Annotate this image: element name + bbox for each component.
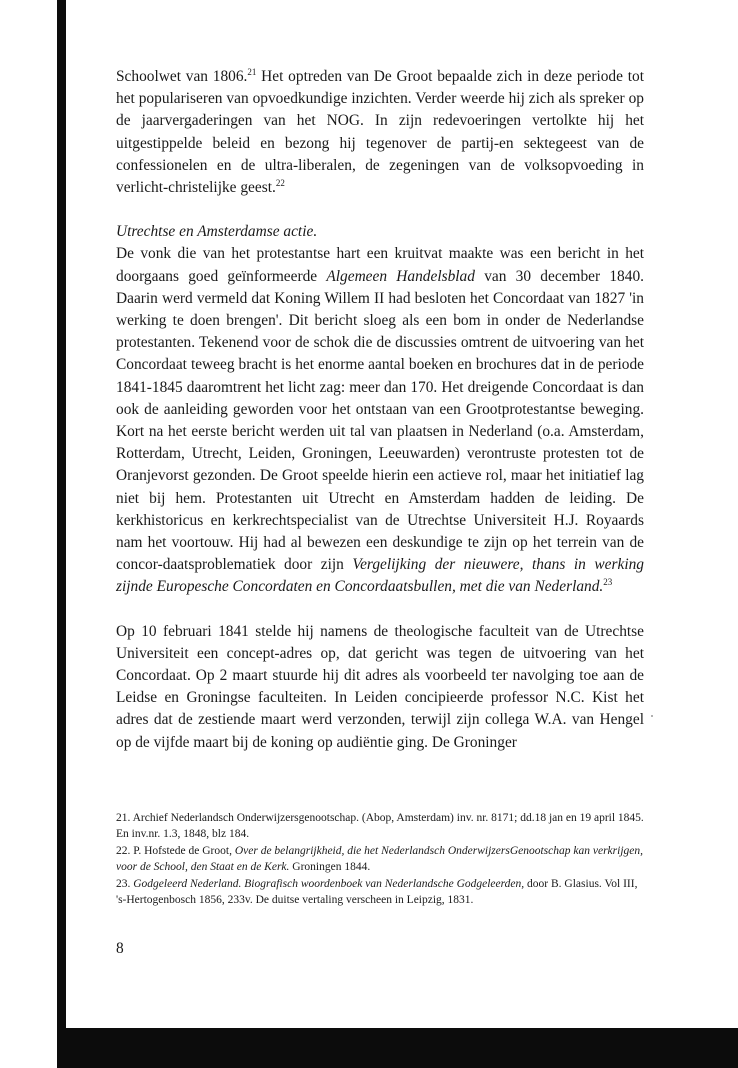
page-body [116, 66, 644, 754]
paragraph-text: van 30 december 1840. Daarin werd vermeld dat Koning Willem II had besloten het Concordaat van 1827 'in werking te doen brengen'. Dit bericht sloeg als een bom in onder de Nederlandse protestanten. Tekenend voor de schok die de discussies omtrent de uitvoering van het Concordaat teweeg bracht is het enorme aantal boeken en brochures dat in de periode 1841-1845 daaromtrent het licht zag: meer dan 170. Het dreigende Concordaat is dan ook de aanleiding geworden voor het ontstaan van een Grootprotestantse beweging. Kort na het eerste bericht werden uit tal van plaatsen in Nederland (o.a. Amsterdam, Rotterdam, Utrecht, Leiden, Groningen, Leeuwarden) verontruste protesten tot de Oranjevorst gezonden. De Groot speelde hierin een actieve rol, maar het initiatief lag niet bij hem. Protestanten uit Utrecht en Amsterdam hadden de leiding. De kerkhistoricus en kerkrechtspecialist van de Utrechtse Universiteit H.J. Royaards nam het voortouw. Hij had al bewezen een deskundige te zijn op het terrein van de concor-daatsproblematiek door zijn [116, 267, 644, 574]
footnotes [116, 810, 644, 908]
footnote-23 [116, 876, 644, 909]
footnote-title: Over de belangrijkheid, die het Nederlandsch OnderwijzersGenootschap kan verkrijgen, voor de School, den Staat en de Kerk. [116, 844, 643, 874]
scan-border-left [57, 0, 66, 1045]
footnote-ref-23: 23 [603, 577, 613, 588]
footnote-text: Groningen 1844. [289, 861, 371, 874]
footnote-ref-21: 21 [247, 67, 257, 77]
paragraph-text: Het optreden van De Groot bepaalde zich in deze periode tot het populariseren van opvoedkundige inzichten. Verder weerde hij zich als spreker op de jaarvergaderingen van het NOG. In zijn redevoeringen vertolkte hij het uitgestippelde beleid en bezong hij tegenover de partij-en sektegeest van de confessionelen en de ultra-liberalen, de zegeningen van de volksopvoeding in verlicht-christelijke geest. [116, 68, 644, 197]
footnote-title: Godgeleerd Nederland. Biografisch woordenboek van Nederlandsche Godgeleerden, [133, 877, 525, 890]
scan-border-bottom [57, 1028, 738, 1068]
scan-speck [651, 715, 653, 717]
footnote-ref-22: 22 [275, 178, 285, 189]
paragraph-concept-adres: Op 10 februari 1841 stelde hij namens de theologische faculteit van de Utrechtse Universiteit een concept-adres op, dat gericht was tegen de uitvoering van het Concordaat. Op 2 maart stuurde hij dit adres als voorbeeld ter navolging toe aan de Leidse en Groningse faculteiten. In Leiden concipieerde professor N.C. Kist het adres dat de zestiende maart werd verzonden, terwijl zijn collega W.A. van Hengel op de vijfde maart bij de koning op audiëntie ging. De Groninger [116, 622, 644, 751]
footnote-21: 21. Archief Nederlandsch Onderwijzersgenootschap. (Abop, Amsterdam) inv. nr. 8171; dd.18 jan en 19 april 1845. En inv.nr. 1.3, 1848, blz 184. [116, 812, 644, 841]
paragraph-text: Schoolwet van 1806. [116, 68, 248, 85]
footnote-text: door B. Glasius. Vol III, 's-Hertogenbosch 1856, 233v. De duitse vertaling verscheen in Leipzig, 1831. [116, 877, 638, 907]
paragraph-schoolwet [116, 66, 644, 199]
paragraph-text: De vonk die van het protestantse hart een kruitvat maakte was een bericht in het doorgaans goed geïnformeerde [116, 245, 644, 285]
newspaper-title: Algemeen Handelsblad [326, 267, 475, 285]
footnote-text: 23. [116, 877, 134, 890]
paragraph-gap [116, 599, 644, 621]
footnote-text: 22. P. Hofstede de Groot, [116, 844, 235, 857]
page-number: 8 [116, 940, 124, 957]
book-title: Vergelijking der nieuwere, thans in werking zijnde Europesche Concordaten en Concordaatsbullen, met die van Nederland. [116, 556, 644, 596]
paragraph-concordaat [116, 243, 644, 598]
section-heading: Utrechtse en Amsterdamse actie. [116, 223, 318, 241]
paragraph-gap [116, 199, 644, 221]
footnote-22 [116, 843, 644, 876]
